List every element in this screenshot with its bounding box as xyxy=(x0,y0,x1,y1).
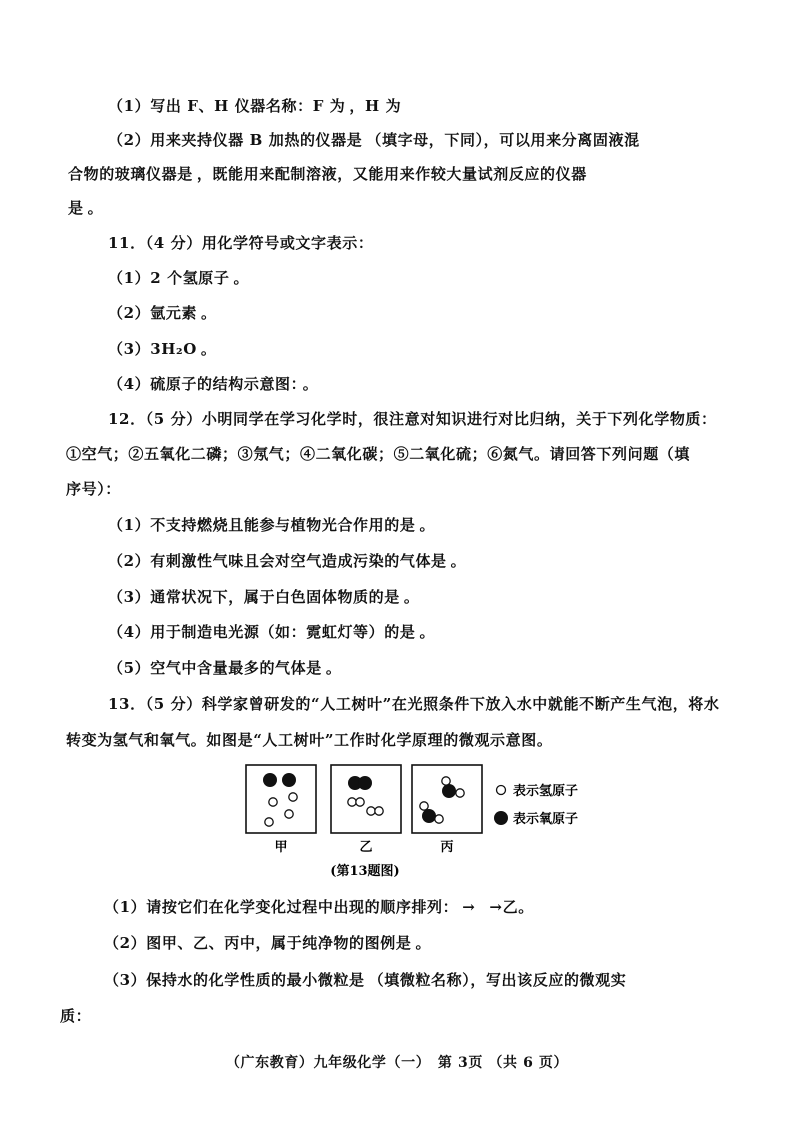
oxygen-atom-icon xyxy=(442,784,456,798)
hydrogen-atom-icon xyxy=(442,777,450,785)
legend-oxygen-label: 表示氧原子 xyxy=(513,812,579,827)
q11-part1: （1）2 个氢原子 。 xyxy=(108,269,250,287)
q11-part2: （2）氩元素 。 xyxy=(108,304,217,322)
diagram-box-yi xyxy=(331,765,401,833)
q11-part3: （3）3H₂O 。 xyxy=(108,340,217,358)
q13-stem-cont: 转变为氢气和氧气。如图是“人工树叶”工作时化学原理的微观示意图。 xyxy=(66,731,553,749)
q12-stem-cont: ①空气；②五氧化二磷；③氖气；④二氧化碳；⑤二氧化硫；⑥氮气。请回答下列问题（填 xyxy=(66,445,691,463)
q10-part2: （2）用来夹持仪器 B 加热的仪器是 （填字母，下同），可以用来分离固液混 xyxy=(108,131,640,149)
oxygen-atom-icon xyxy=(263,773,277,787)
hydrogen-atom-icon xyxy=(348,798,356,806)
box-label-bing: 丙 xyxy=(440,840,454,855)
q11-stem: 11．（4 分）用化学符号或文字表示： xyxy=(108,234,374,252)
hydrogen-atom-icon xyxy=(367,807,375,815)
figure-caption: (第13题图) xyxy=(330,864,400,879)
box-label-yi: 乙 xyxy=(359,840,373,855)
q13-stem: 13．（5 分）科学家曾研发的“人工树叶”在光照条件下放入水中就能不断产生气泡，将水 xyxy=(108,695,720,713)
hydrogen-atom-icon xyxy=(356,798,364,806)
oxygen-atom-icon xyxy=(422,809,436,823)
q11-part4: （4）硫原子的结构示意图： 。 xyxy=(108,375,319,393)
box-label-jia: 甲 xyxy=(274,840,288,855)
q10-part1: （1）写出 F、H 仪器名称：F 为 ，H 为 xyxy=(108,97,402,115)
diagram-box-bing xyxy=(412,765,482,833)
q12-part4: （4）用于制造电光源（如：霓虹灯等）的是 。 xyxy=(108,623,436,641)
q12-part1: （1）不支持燃烧且能参与植物光合作用的是 。 xyxy=(108,516,436,534)
q10-part2-cont: 合物的玻璃仪器是 ，既能用来配制溶液，又能用来作较大量试剂反应的仪器 xyxy=(68,165,587,183)
hydrogen-atom-icon xyxy=(285,810,293,818)
diagram-box-jia xyxy=(246,765,316,833)
q13-part3: （3）保持水的化学性质的最小微粒是 （填微粒名称），写出该反应的微观实 xyxy=(104,971,627,989)
q12-part3: （3）通常状况下，属于白色固体物质的是 。 xyxy=(108,588,420,606)
micro-diagram-figure xyxy=(245,764,595,884)
q12-part5: （5）空气中含量最多的气体是 。 xyxy=(108,659,342,677)
hydrogen-atom-icon xyxy=(420,802,428,810)
hydrogen-legend-icon xyxy=(497,786,506,795)
q12-stem-end: 序号）： xyxy=(66,480,121,498)
oxygen-atom-icon xyxy=(358,776,372,790)
hydrogen-atom-icon xyxy=(269,798,277,806)
oxygen-legend-icon xyxy=(494,811,508,825)
q13-part1: （1）请按它们在化学变化过程中出现的顺序排列： → →乙。 xyxy=(104,898,534,916)
diagram-legend xyxy=(494,783,578,827)
hydrogen-atom-icon xyxy=(265,818,273,826)
page-footer: （广东教育）九年级化学（一） 第 3页 （共 6 页） xyxy=(225,1055,569,1071)
q13-part3-cont: 质： xyxy=(60,1007,92,1025)
q13-part2: （2）图甲、乙、丙中，属于纯净物的图例是 。 xyxy=(104,934,432,952)
hydrogen-atom-icon xyxy=(456,789,464,797)
q10-part2-end: 是 。 xyxy=(68,199,104,217)
hydrogen-atom-icon xyxy=(435,815,443,823)
q12-stem: 12．（5 分）小明同学在学习化学时，很注意对知识进行对比归纳，关于下列化学物质： xyxy=(108,410,717,428)
hydrogen-atom-icon xyxy=(289,793,297,801)
hydrogen-atom-icon xyxy=(375,807,383,815)
q12-part2: （2）有刺激性气味且会对空气造成污染的气体是 。 xyxy=(108,552,467,570)
legend-hydrogen-label: 表示氢原子 xyxy=(513,784,579,799)
oxygen-atom-icon xyxy=(282,773,296,787)
